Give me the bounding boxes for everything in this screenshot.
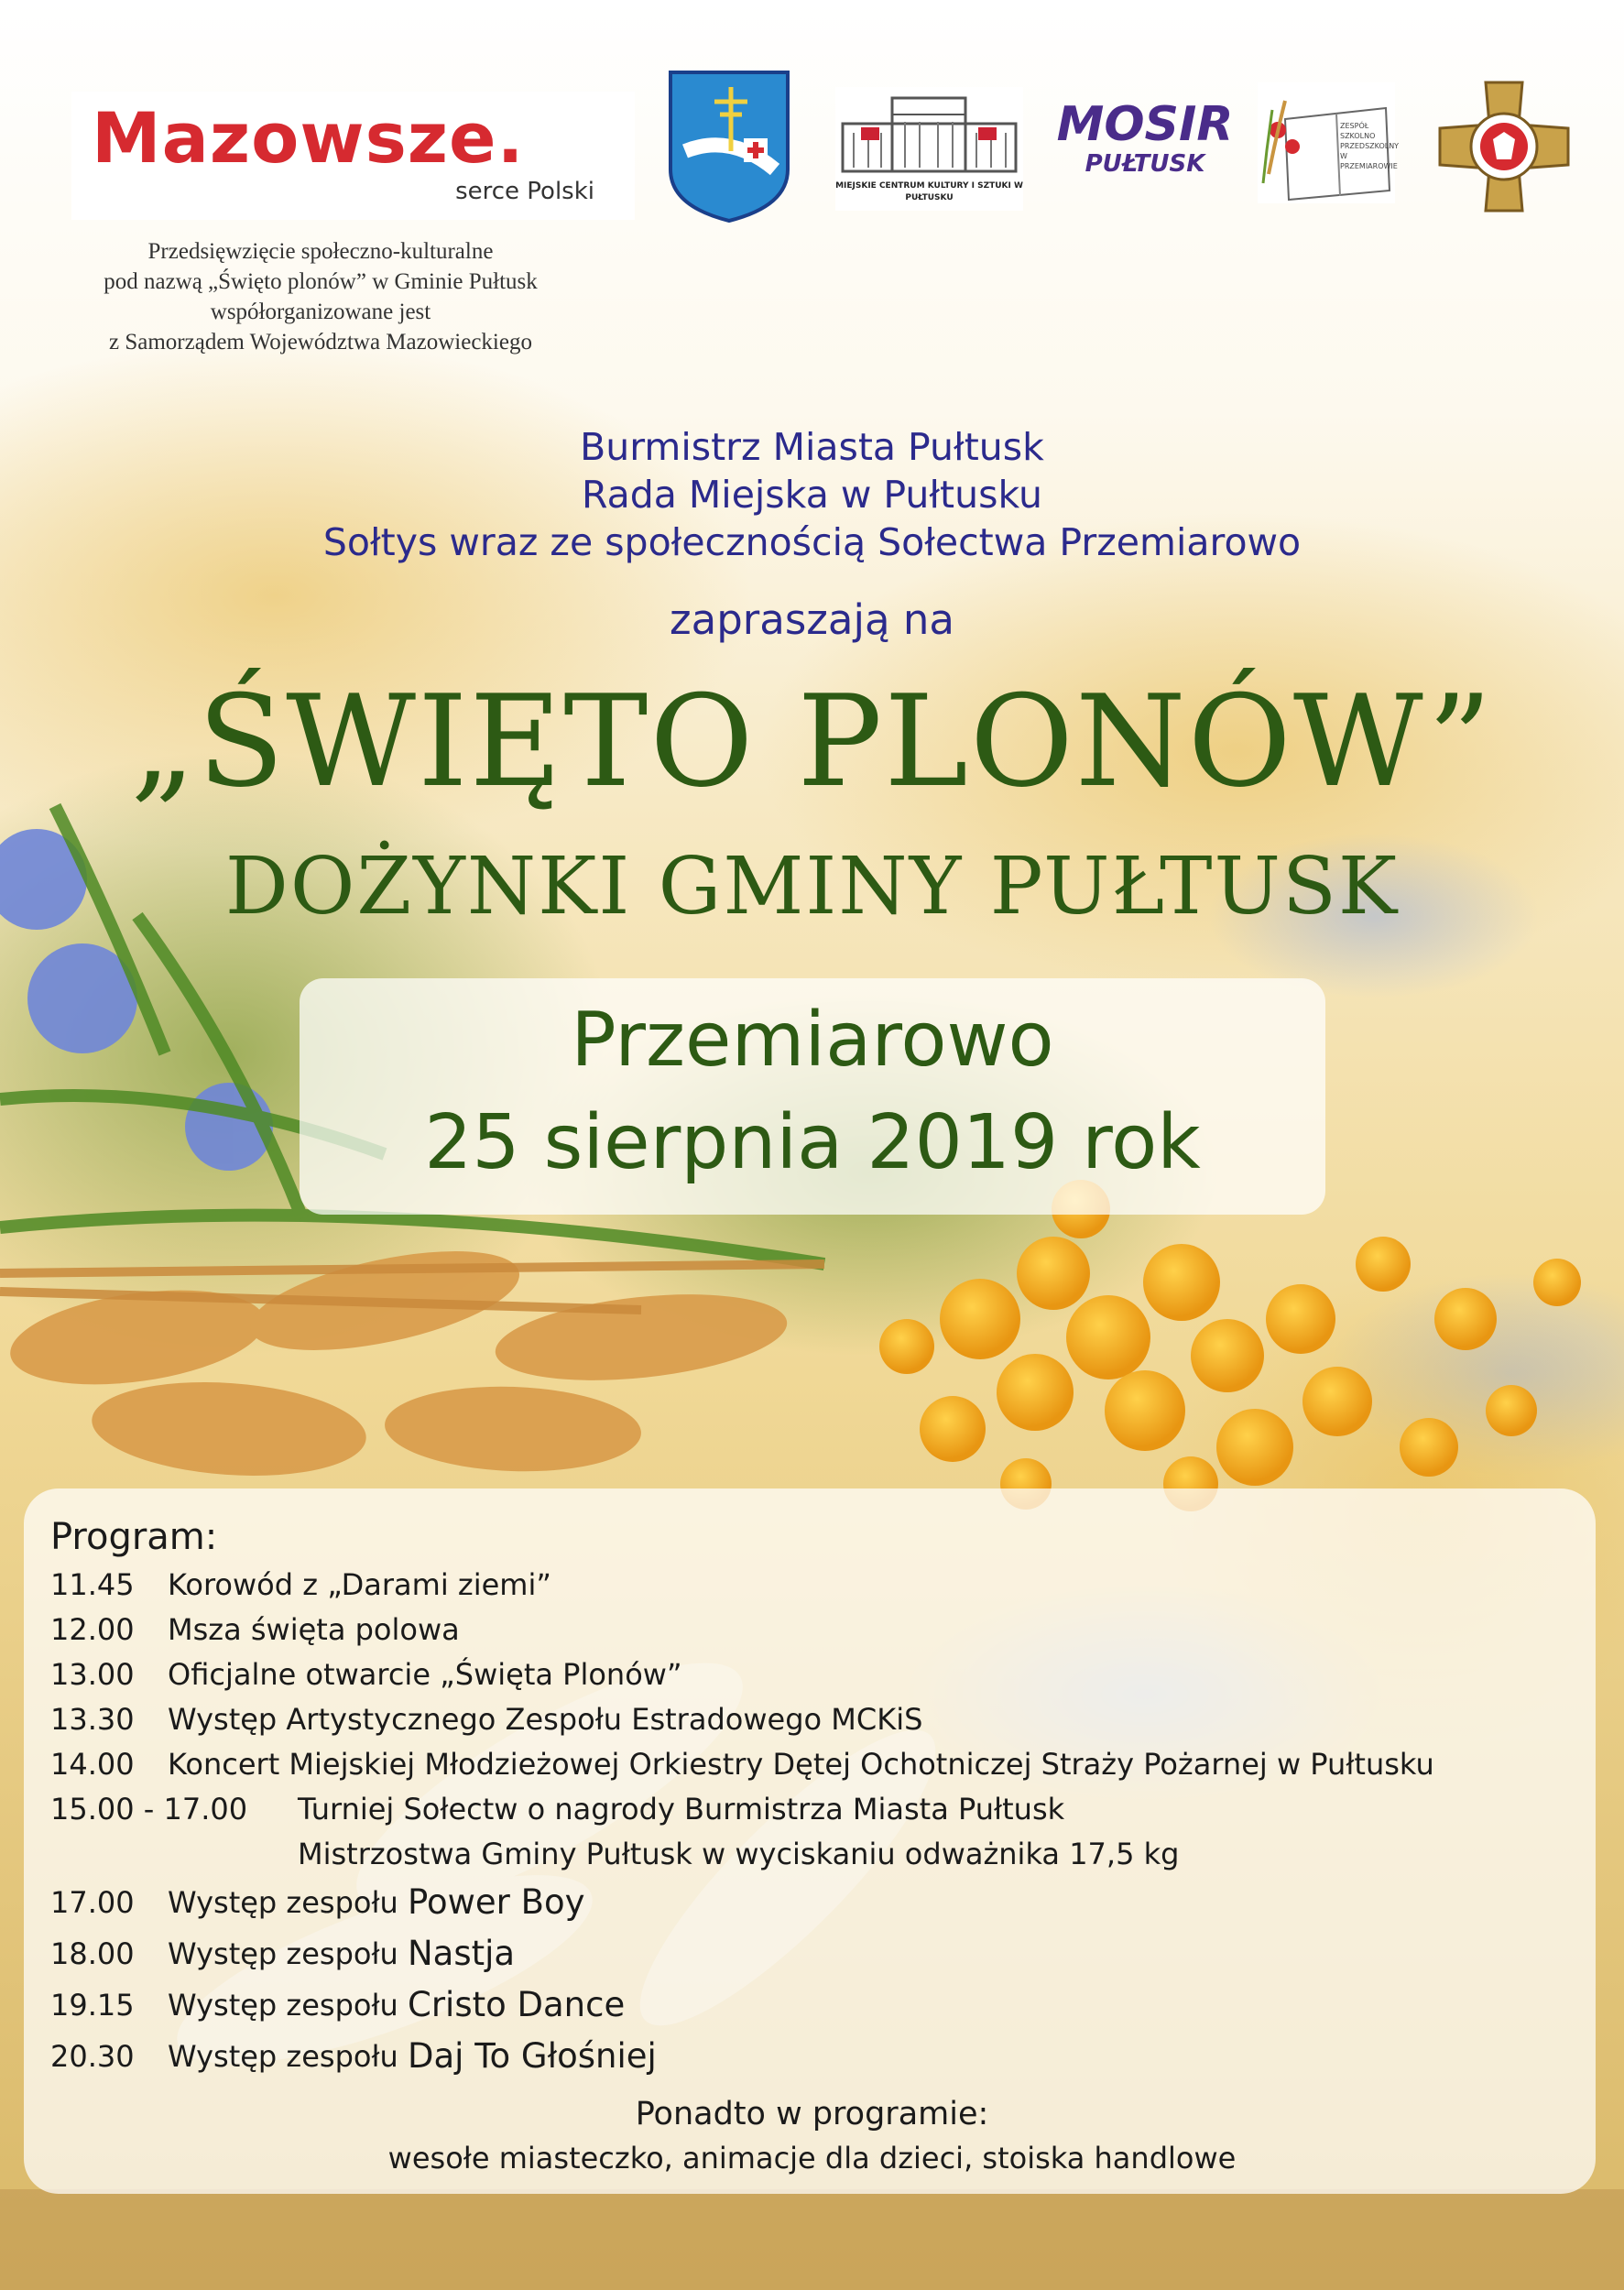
fire-brigade-cross-icon <box>1436 79 1572 214</box>
program-desc: Koncert Miejskiej Młodzieżowej Orkiestry Dętej Ochotniczej Straży Pożarnej w Pułtusku <box>168 1747 1434 1782</box>
event-title: „ŚWIĘTO PLONÓW” <box>130 668 1494 815</box>
program-item <box>50 1563 1598 1608</box>
mckis-caption: MIEJSKIE CENTRUM KULTURY I SZTUKI W PUŁTUSKU <box>835 181 1023 202</box>
sponsor-note-line: z Samorządem Województwa Mazowieckiego <box>109 330 532 354</box>
pultusk-coat-of-arms-icon <box>667 69 791 224</box>
program-time-spacer <box>50 1832 298 1877</box>
band-name: Nastja <box>408 1934 516 1973</box>
program-desc: Występ zespołu <box>168 2039 408 2074</box>
program-time: 11.45 <box>50 1567 135 1602</box>
program-desc: Występ zespołu <box>168 1885 408 1920</box>
program-desc: Korowód z „Darami ziemi” <box>168 1567 551 1602</box>
program-desc: Występ zespołu <box>168 1988 408 2023</box>
organizer-village: Sołtys wraz ze społecznością Sołectwa Przemiarowo <box>322 520 1302 564</box>
program-desc: Mistrzostwa Gminy Pułtusk w wyciskaniu odważnika 17,5 kg <box>298 1837 1180 1871</box>
program-desc: Występ Artystycznego Zespołu Estradowego MCKiS <box>168 1702 923 1737</box>
mosir-name: MOSIR <box>1056 97 1234 152</box>
program-time: 13.00 <box>50 1657 135 1692</box>
place-date <box>300 989 1325 1194</box>
sponsor-note <box>55 236 586 357</box>
mazowsze-tagline: serce Polski <box>455 178 594 205</box>
program-desc: Turniej Sołectw o nagrody Burmistrza Miasta Pułtusk <box>298 1792 1065 1827</box>
mckis-logo <box>835 87 1023 211</box>
organizers <box>0 423 1624 566</box>
program-item <box>50 1787 1598 1832</box>
school-caption: ZESPÓŁ SZKOLNO PRZEDSZKOLNY W PRZEMIAROWIE <box>1340 122 1400 170</box>
invite-line: zapraszają na <box>670 595 954 644</box>
event-subtitle: DOŻYNKI GMINY PUŁTUSK <box>224 841 1400 932</box>
program-time: 18.00 <box>50 1936 135 1971</box>
sponsor-note-line: Przedsięwzięcie społeczno-kulturalne <box>147 239 494 264</box>
mazowsze-logo <box>71 92 635 220</box>
program-item <box>50 1742 1598 1787</box>
program-time: 12.00 <box>50 1612 135 1647</box>
program-desc: Oficjalne otwarcie „Święta Plonów” <box>168 1657 682 1692</box>
program-item <box>50 1979 1598 2031</box>
program-item <box>50 1608 1598 1652</box>
program-desc: Msza święta polowa <box>168 1612 460 1647</box>
program-item <box>50 1877 1598 1928</box>
mosir-logo <box>1049 99 1241 191</box>
program-item <box>50 1928 1598 1979</box>
program-time: 20.30 <box>50 2039 135 2074</box>
program-item-continued <box>50 1832 1598 1877</box>
event-place: Przemiarowo <box>571 997 1054 1084</box>
school-logo <box>1258 82 1400 203</box>
program-time: 13.30 <box>50 1702 135 1737</box>
mazowsze-wordmark: Mazowsze. <box>92 97 525 179</box>
program-heading: Program: <box>50 1516 218 1558</box>
extra-program <box>0 2092 1624 2180</box>
program <box>50 1511 1598 2082</box>
band-name: Daj To Głośniej <box>408 2036 657 2076</box>
band-name: Cristo Dance <box>408 1985 626 2024</box>
sponsor-note-line: współorganizowane jest <box>210 300 431 324</box>
event-date: 25 sierpnia 2019 rok <box>424 1099 1201 1186</box>
mosir-city: PUŁTUSK <box>1084 150 1205 178</box>
program-item <box>50 2031 1598 2082</box>
program-time: 19.15 <box>50 1988 135 2023</box>
program-time: 14.00 <box>50 1747 135 1782</box>
extra-text: wesołe miasteczko, animacje dla dzieci, stoiska handlowe <box>387 2141 1237 2176</box>
program-item <box>50 1652 1598 1697</box>
program-desc: Występ zespołu <box>168 1936 408 1971</box>
program-item <box>50 1697 1598 1742</box>
sponsor-note-line: pod nazwą „Święto plonów” w Gminie Pułtusk <box>104 269 538 294</box>
program-time: 15.00 - 17.00 <box>50 1792 248 1827</box>
organizer-mayor: Burmistrz Miasta Pułtusk <box>580 425 1044 469</box>
extra-heading: Ponadto w programie: <box>635 2096 989 2132</box>
program-time: 17.00 <box>50 1885 135 1920</box>
organizer-council: Rada Miejska w Pułtusku <box>582 473 1042 517</box>
theatre-building-icon <box>835 87 1023 179</box>
band-name: Power Boy <box>408 1882 585 1922</box>
